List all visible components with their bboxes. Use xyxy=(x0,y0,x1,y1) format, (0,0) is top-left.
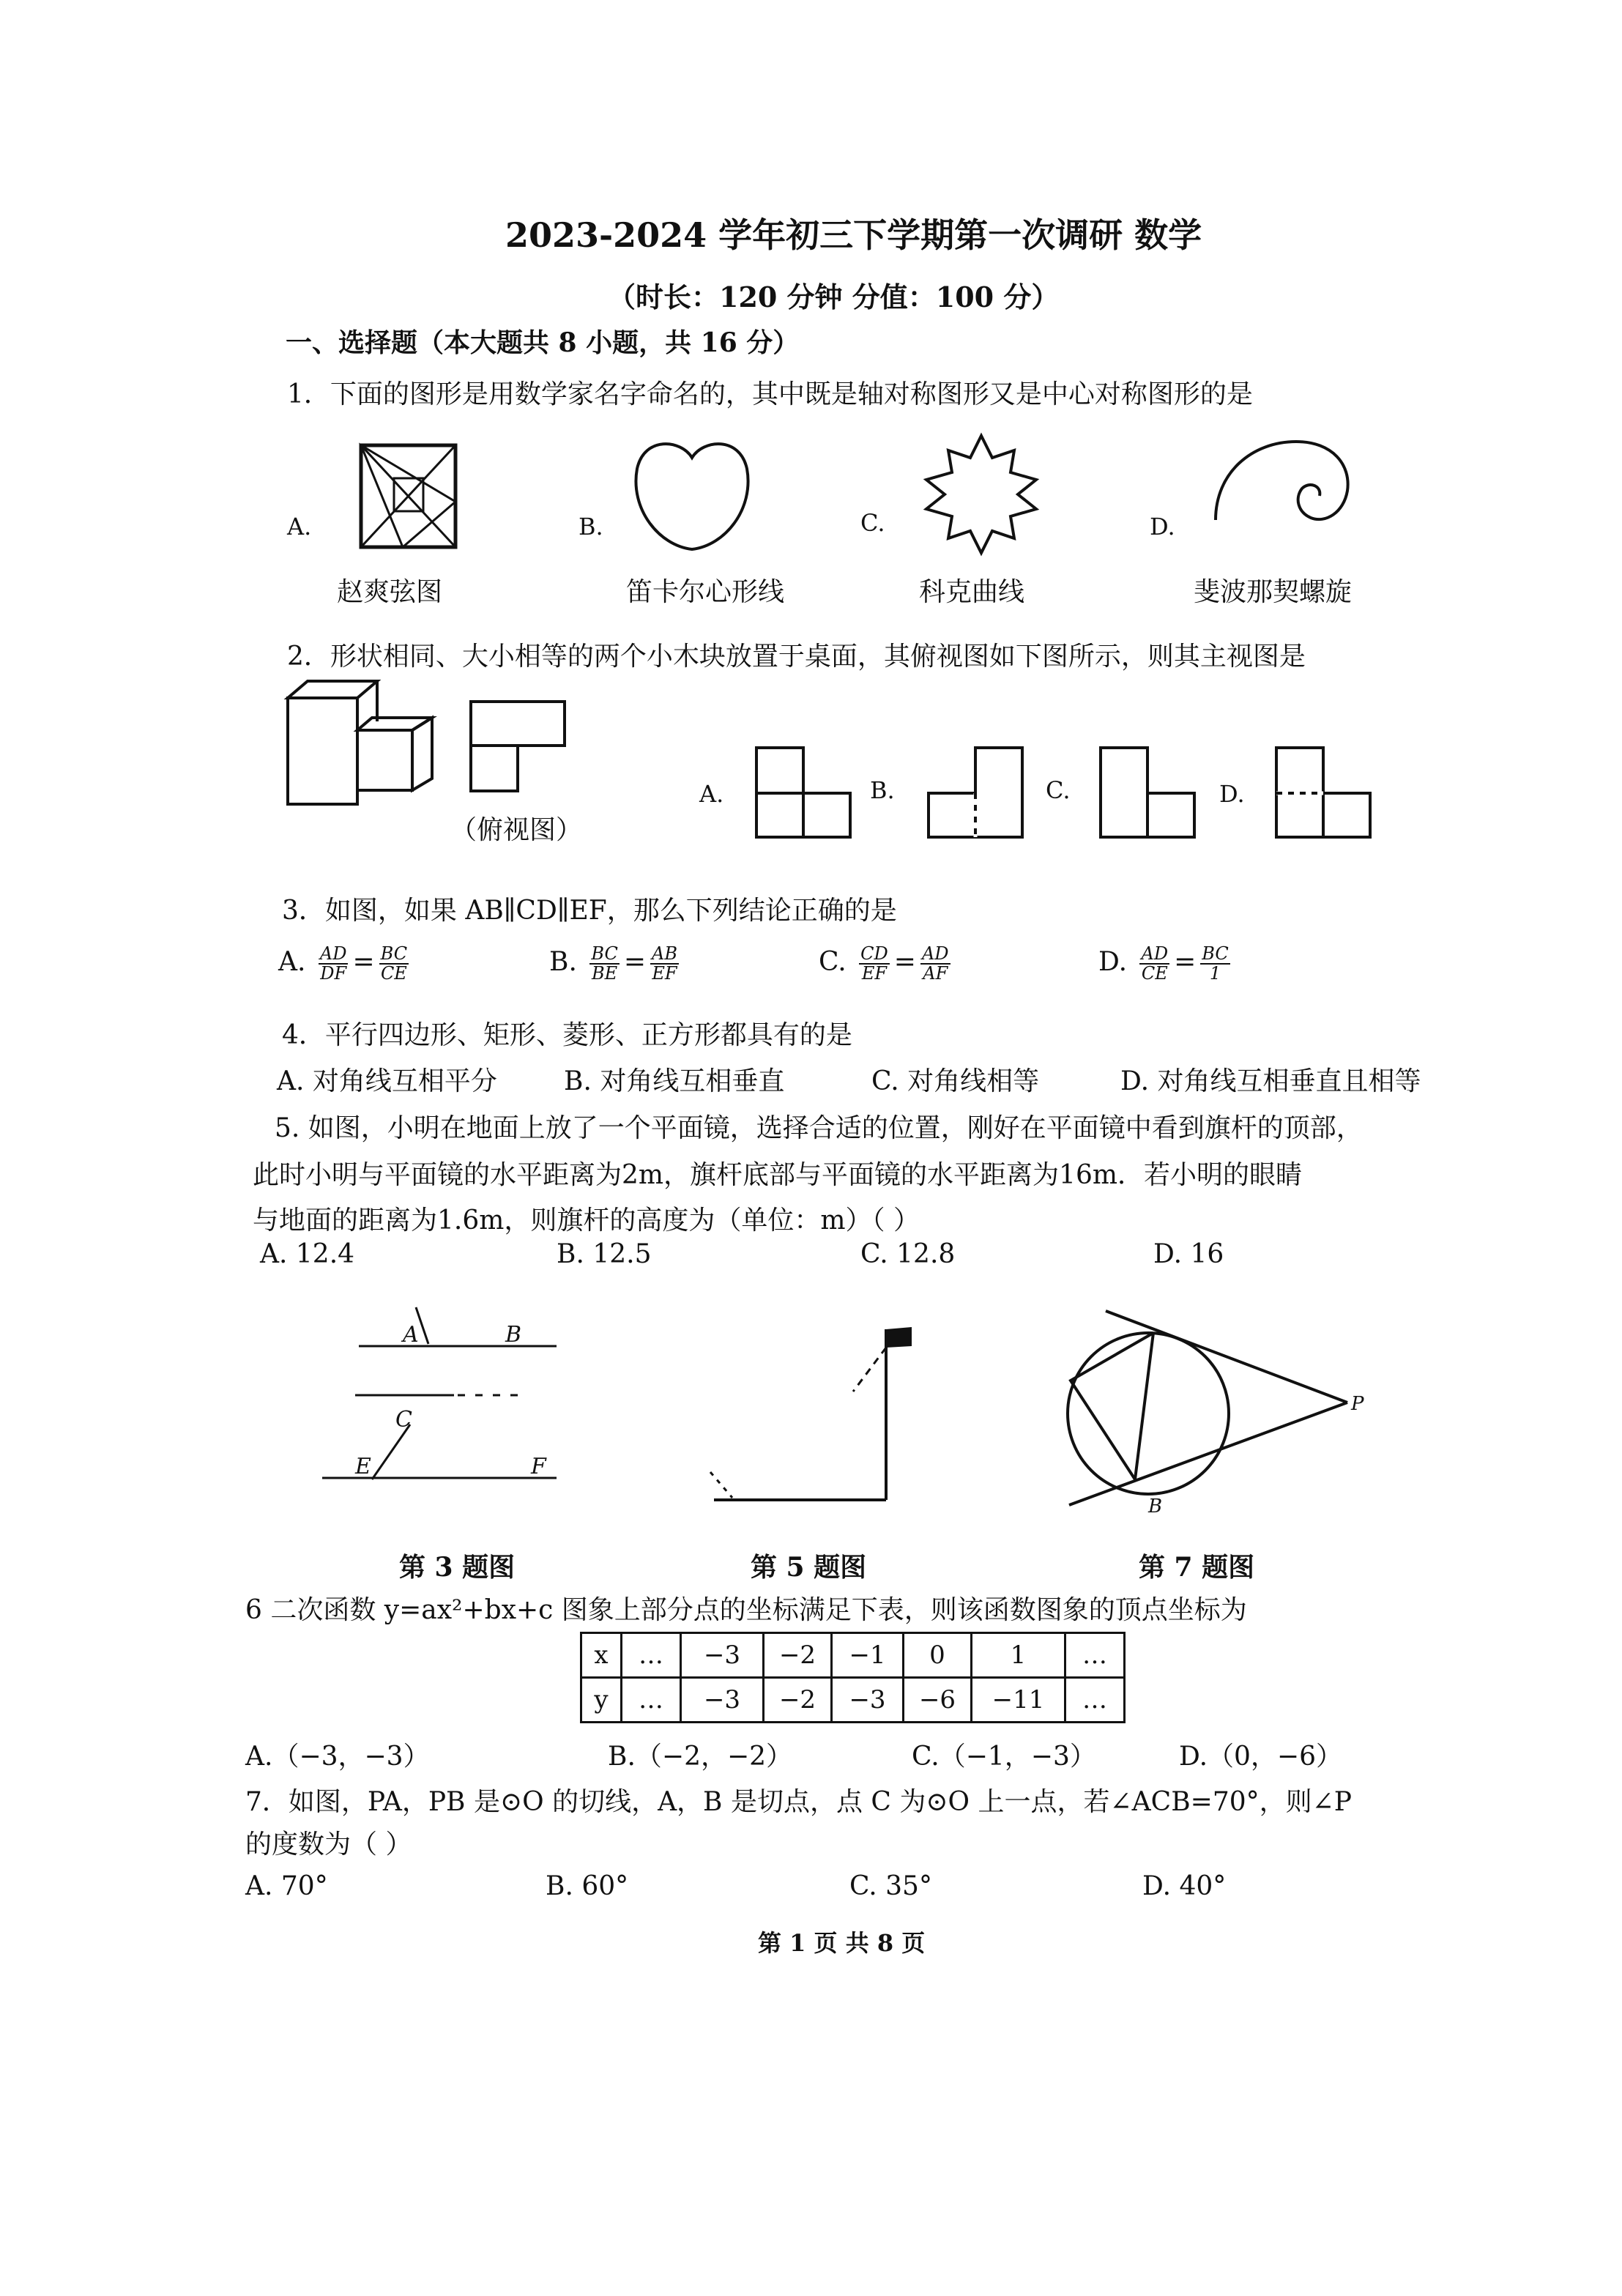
q2-option-d-figure xyxy=(1274,746,1377,841)
q3-option-a: A. $\frac{AD}{DF}$ = $\frac{BC}{CE}$ xyxy=(278,943,408,984)
koch-snowflake-figure xyxy=(919,432,1043,557)
q5-line-2: 此时小明与平面镜的水平距离为2m，旗杆底部与平面镜的水平距离为16m．若小明的眼睛 xyxy=(253,1160,1302,1190)
label-c: C xyxy=(395,1407,412,1433)
q4-option-a: A. 对角线互相平分 xyxy=(277,1066,497,1096)
q1-stem: 1．下面的图形是用数学家名字命名的，其中既是轴对称图形又是中心对称图形的是 xyxy=(287,379,1253,409)
q7-option-a: A. 70° xyxy=(245,1871,328,1901)
table-cell: −1 xyxy=(832,1633,904,1678)
table-cell: y xyxy=(581,1678,622,1723)
page-title: 2023-2024 学年初三下学期第一次调研 数学 xyxy=(505,215,1202,255)
table-cell: 1 xyxy=(972,1633,1065,1678)
fibonacci-spiral-figure xyxy=(1208,436,1355,546)
q5-option-a: A. 12.4 xyxy=(260,1239,355,1269)
table-cell: −3 xyxy=(681,1633,764,1678)
q4-option-d: D. 对角线互相垂直且相等 xyxy=(1120,1066,1421,1096)
figure-caption-q5: 第 5 题图 xyxy=(751,1552,867,1583)
table-cell: −6 xyxy=(904,1678,972,1723)
label-p: P xyxy=(1351,1393,1364,1415)
q7-figure xyxy=(1054,1307,1364,1517)
table-row xyxy=(581,1678,1125,1723)
q3-stem: 3．如图，如果 AB∥CD∥EF，那么下列结论正确的是 xyxy=(282,896,897,926)
q5-line-3: 与地面的距离为1.6m，则旗杆的高度为（单位：m）（ ） xyxy=(253,1205,920,1236)
table-cell: x xyxy=(581,1633,622,1678)
q7-option-b: B. 60° xyxy=(546,1871,629,1901)
q2-option-c-label: C. xyxy=(1046,776,1071,804)
q7-line-2: 的度数为（ ） xyxy=(245,1829,412,1860)
q2-option-c-figure xyxy=(1098,746,1201,841)
q6-option-a: A.（−3，−3） xyxy=(245,1742,430,1772)
table-cell: … xyxy=(1065,1633,1125,1678)
q3-option-c: C. $\frac{CD}{EF}$ = $\frac{AD}{AF}$ xyxy=(819,943,949,984)
label-b: B xyxy=(505,1322,522,1348)
q2-option-a-figure xyxy=(754,746,857,841)
q3-option-d: D. $\frac{AD}{CE}$ = $\frac{BC}{1}$ xyxy=(1098,943,1229,984)
figure-caption-q3: 第 3 题图 xyxy=(399,1552,516,1583)
q1-option-d-caption: 斐波那契螺旋 xyxy=(1194,577,1353,607)
table-cell: −2 xyxy=(764,1633,832,1678)
q5-figure xyxy=(703,1318,937,1516)
q7-option-c: C. 35° xyxy=(849,1871,932,1901)
label-a: A xyxy=(403,1322,419,1348)
table-row xyxy=(581,1633,1125,1678)
label-f: F xyxy=(531,1454,546,1479)
q1-option-c-caption: 科克曲线 xyxy=(919,577,1025,607)
q1-option-a-label: A. xyxy=(287,513,312,540)
q1-option-d-label: D. xyxy=(1150,513,1175,540)
q7-option-d: D. 40° xyxy=(1142,1871,1227,1901)
table-cell: … xyxy=(1065,1678,1125,1723)
q2-option-b-figure xyxy=(926,746,1029,841)
q1-option-b-caption: 笛卡尔心形线 xyxy=(626,577,785,607)
q4-option-c: C. 对角线相等 xyxy=(871,1066,1040,1096)
q5-line-1: 5. 如图，小明在地面上放了一个平面镜，选择合适的位置，刚好在平面镜中看到旗杆的顶部， xyxy=(275,1113,1363,1143)
q6-option-d: D.（0，−6） xyxy=(1179,1742,1342,1772)
label-e: E xyxy=(355,1454,371,1479)
q6-value-table xyxy=(580,1632,1126,1723)
q1-option-b-label: B. xyxy=(579,513,603,540)
zhao-shuang-figure xyxy=(359,443,458,549)
page-number: 第 1 页 共 8 页 xyxy=(758,1929,926,1957)
wooden-blocks-figure xyxy=(282,677,443,809)
exam-meta: （时长：120 分钟 分值：100 分） xyxy=(608,281,1060,313)
q1-option-c-label: C. xyxy=(860,509,885,537)
q1-option-a-caption: 赵爽弦图 xyxy=(337,577,443,607)
table-cell: 0 xyxy=(904,1633,972,1678)
table-cell: −3 xyxy=(681,1678,764,1723)
top-view-caption: （俯视图） xyxy=(450,815,583,845)
table-cell: −2 xyxy=(764,1678,832,1723)
q6-stem: 6 二次函数 y=ax²+bx+c 图象上部分点的坐标满足下表，则该函数图象的顶点坐标为 xyxy=(245,1595,1247,1625)
q4-option-b: B. 对角线互相垂直 xyxy=(564,1066,785,1096)
label-b-point: B xyxy=(1148,1496,1163,1517)
q2-option-a-label: A. xyxy=(699,780,724,808)
q2-option-d-label: D. xyxy=(1219,780,1245,808)
table-cell: … xyxy=(622,1678,681,1723)
table-cell: … xyxy=(622,1633,681,1678)
table-cell: −11 xyxy=(972,1678,1065,1723)
q3-option-b: B. $\frac{BC}{BE}$ = $\frac{AB}{EF}$ xyxy=(549,943,677,984)
q5-option-b: B. 12.5 xyxy=(557,1239,652,1269)
q5-option-d: D. 16 xyxy=(1153,1239,1224,1269)
q3-figure xyxy=(322,1304,571,1523)
q2-option-b-label: B. xyxy=(870,776,895,804)
q6-option-c: C.（−1，−3） xyxy=(912,1742,1096,1772)
cardioid-figure xyxy=(630,436,754,553)
q2-stem: 2．形状相同、大小相等的两个小木块放置于桌面，其俯视图如下图所示，则其主视图是 xyxy=(287,642,1306,672)
section-heading: 一、选择题（本大题共 8 小题，共 16 分） xyxy=(286,327,800,358)
q6-option-b: B.（−2，−2） xyxy=(608,1742,793,1772)
q5-option-c: C. 12.8 xyxy=(860,1239,956,1269)
q7-line-1: 7．如图，PA，PB 是⊙O 的切线，A，B 是切点，点 C 为⊙O 上一点，若∠ACB=70°，则∠P xyxy=(245,1787,1353,1817)
q4-stem: 4．平行四边形、矩形、菱形、正方形都具有的是 xyxy=(282,1020,852,1050)
figure-caption-q7: 第 7 题图 xyxy=(1139,1552,1255,1583)
top-view-figure xyxy=(469,699,571,795)
table-cell: −3 xyxy=(832,1678,904,1723)
